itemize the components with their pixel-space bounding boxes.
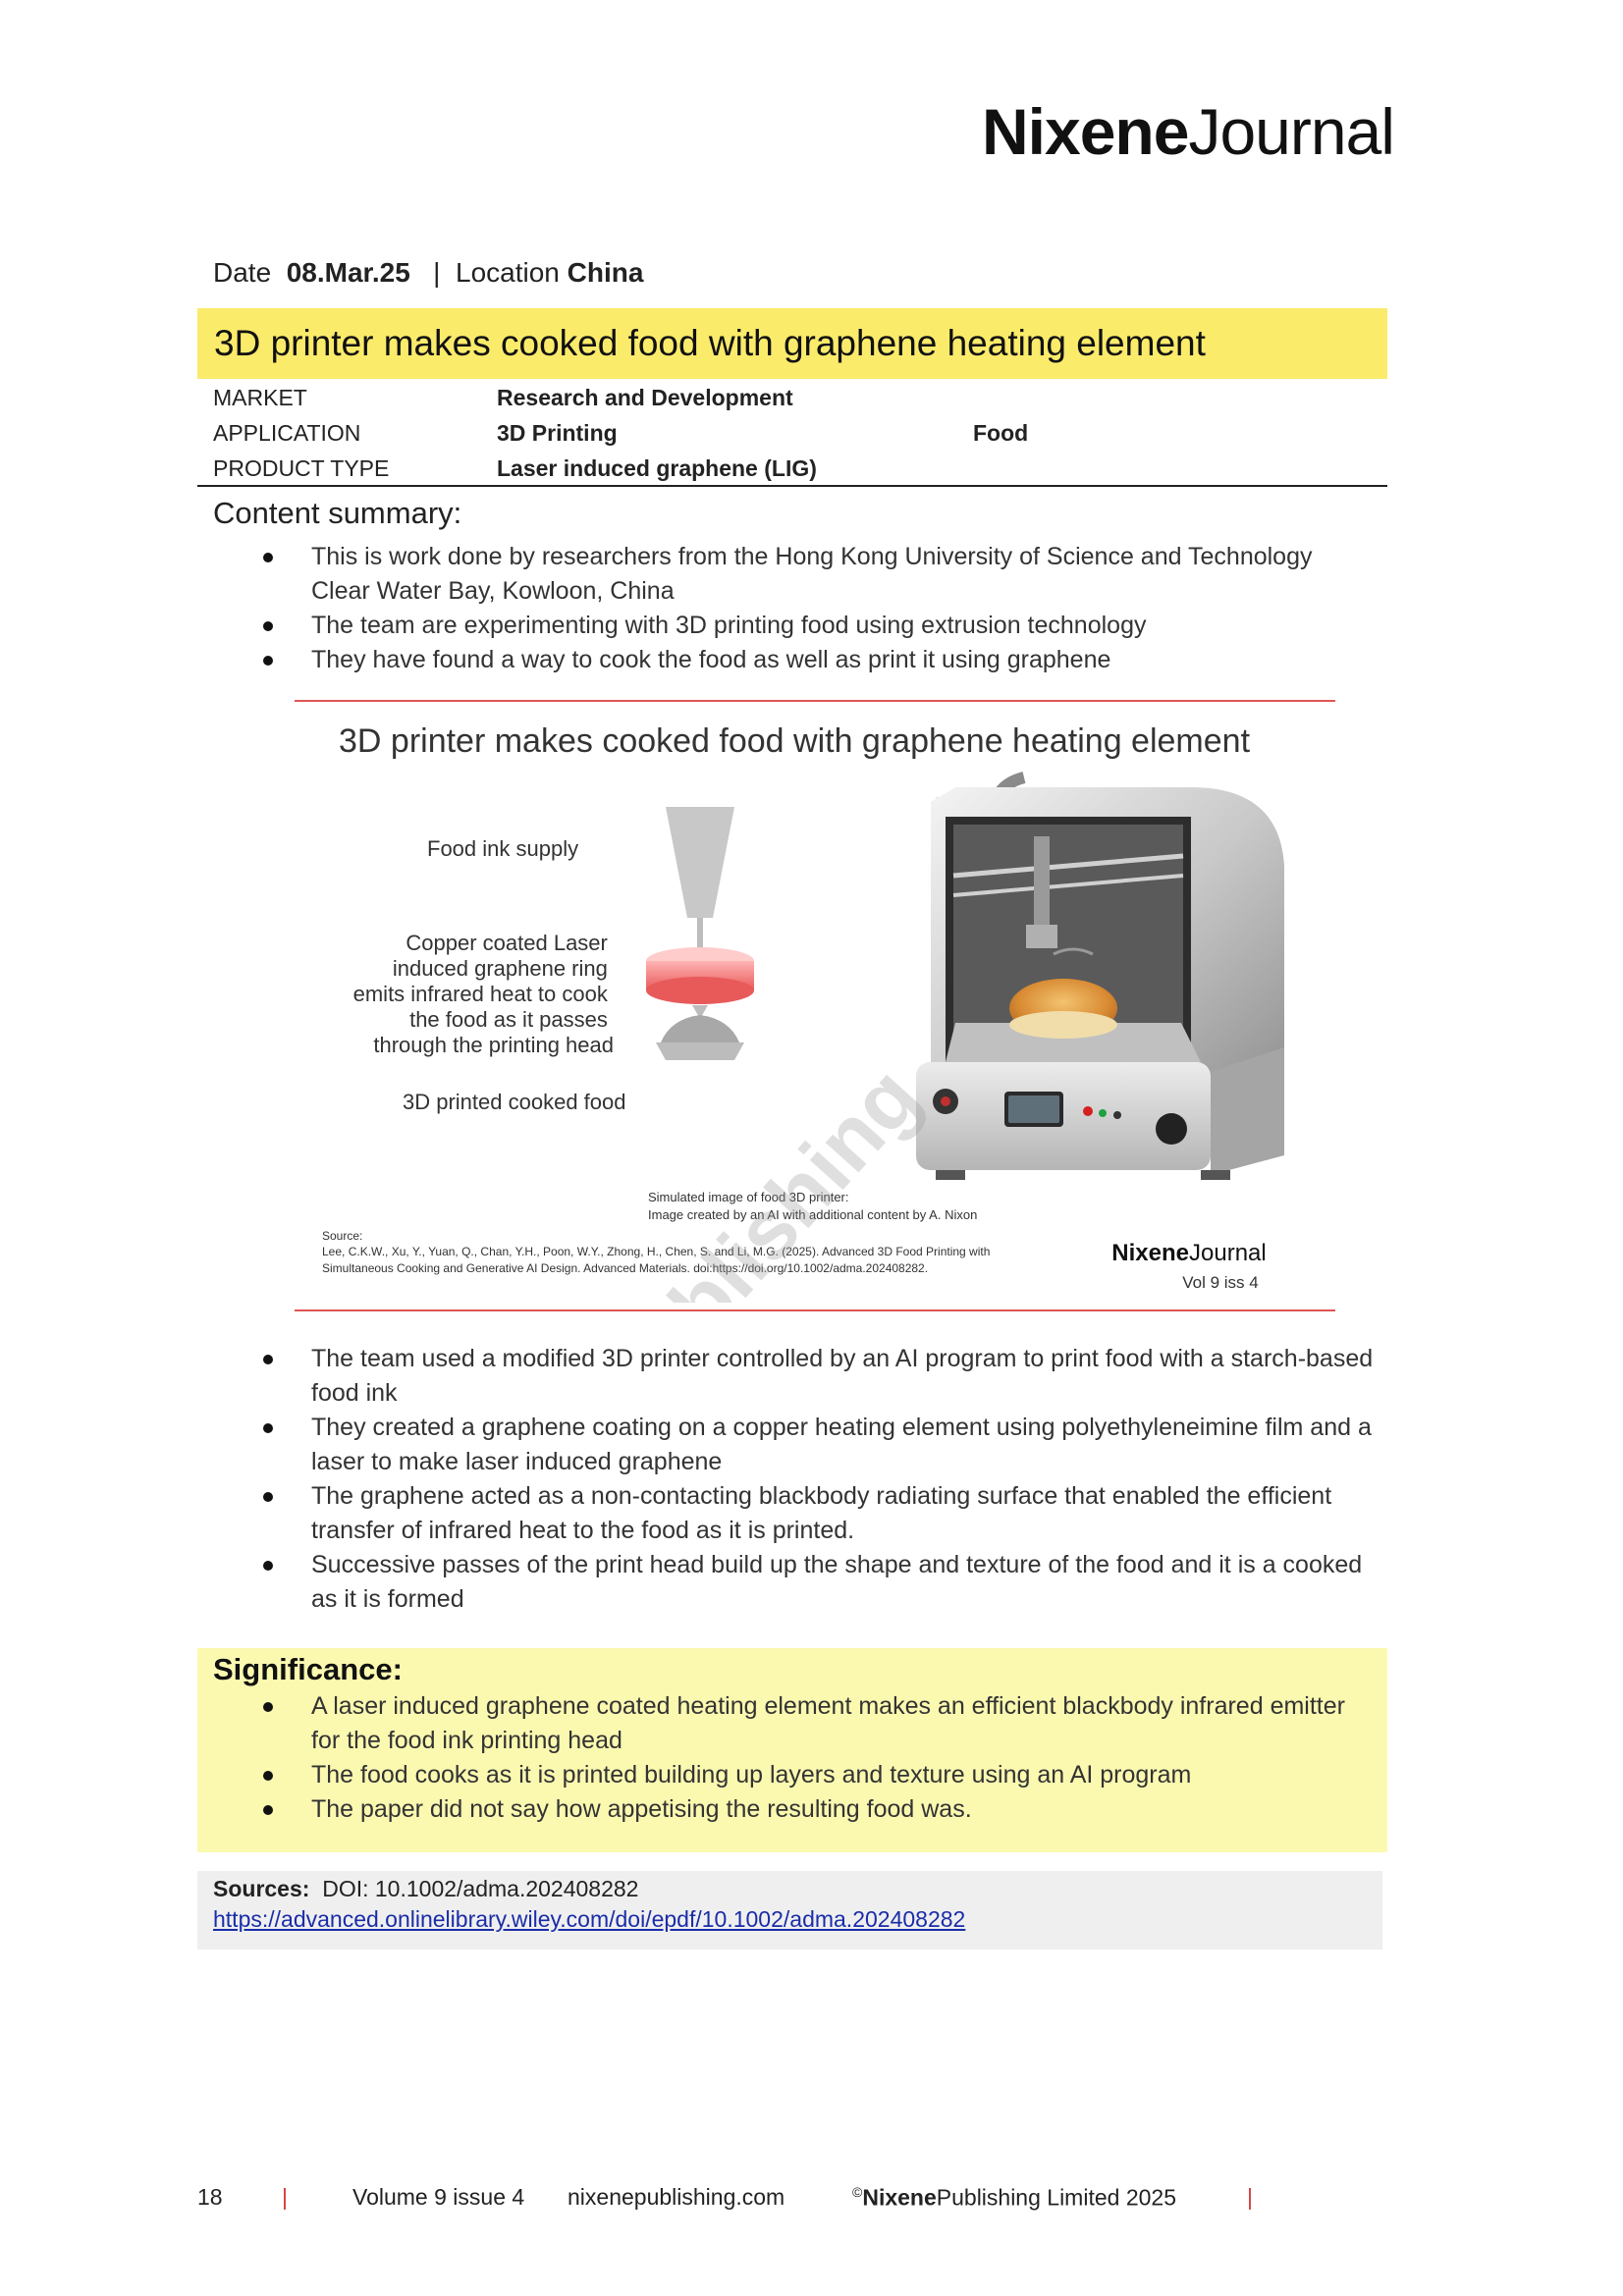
list-item: This is work done by researchers from the Hong Kong University of Science and Technology Clear Water Bay, Kowloon, China bbox=[213, 540, 1372, 609]
printhead-schematic bbox=[646, 807, 754, 1060]
figure-brand-regular: Journal bbox=[1189, 1240, 1267, 1266]
list-item: The paper did not say how appetising the resulting food was. bbox=[213, 1792, 1372, 1827]
journal-logo bbox=[982, 94, 1394, 169]
sources-doi: DOI: 10.1002/adma.202408282 bbox=[322, 1876, 639, 1901]
list-item: The food cooks as it is printed building up layers and texture using an AI program bbox=[213, 1758, 1372, 1792]
label-graphene-ring: Copper coated Laser induced graphene ring emits infrared heat to cook the food as it passes through the printing head bbox=[352, 931, 614, 1057]
market-label: MARKET bbox=[213, 385, 307, 410]
logo-regular: Journal bbox=[1188, 95, 1394, 168]
copyright-symbol: © bbox=[852, 2184, 863, 2200]
location-label: Location bbox=[456, 257, 560, 288]
list-item: They created a graphene coating on a copper heating element using polyethyleneimine film and a laser to make laser induced graphene bbox=[213, 1411, 1381, 1479]
figure-illustration bbox=[317, 709, 1360, 1303]
list-item: The graphene acted as a non-contacting blackbody radiating surface that enabled the efficient transfer of infrared heat to the food as it is printed. bbox=[213, 1479, 1381, 1548]
figure-source-label: Source: bbox=[322, 1229, 363, 1243]
logo-bold: Nixene bbox=[982, 95, 1189, 168]
list-item: They have found a way to cook the food as well as print it using graphene bbox=[213, 643, 1372, 677]
date-value: 08.Mar.25 bbox=[286, 257, 410, 288]
list-item: The team used a modified 3D printer controlled by an AI program to print food with a starch-based food ink bbox=[213, 1342, 1381, 1411]
date-label: Date bbox=[213, 257, 272, 288]
sources-link[interactable]: https://advanced.onlinelibrary.wiley.com/doi/epdf/10.1002/adma.202408282 bbox=[213, 1906, 966, 1932]
figure-volume: Vol 9 iss 4 bbox=[1182, 1273, 1259, 1292]
content-summary-heading: Content summary: bbox=[213, 496, 462, 530]
copyright-rest: Publishing Limited 2025 bbox=[936, 2184, 1176, 2211]
application-label: APPLICATION bbox=[213, 420, 361, 446]
label-printed-food: 3D printed cooked food bbox=[403, 1090, 626, 1114]
article-title-bar bbox=[197, 308, 1387, 379]
printer-image bbox=[916, 777, 1284, 1180]
copyright-bold: Nixene bbox=[862, 2184, 937, 2211]
figure-title: 3D printer makes cooked food with graphene heating element bbox=[339, 722, 1251, 760]
figure-caption-simulated: Simulated image of food 3D printer: Image created by an AI with additional content by A. Nixon bbox=[648, 1190, 978, 1222]
significance-list bbox=[213, 1689, 1372, 1827]
sources-doi-line bbox=[213, 1876, 638, 1902]
footer-volume: Volume 9 issue 4 bbox=[352, 2184, 525, 2210]
footer-copyright bbox=[852, 2184, 1176, 2212]
application-value-2: Food bbox=[973, 420, 1029, 446]
application-value: 3D Printing bbox=[497, 420, 618, 446]
footer-website: nixenepublishing.com bbox=[568, 2184, 785, 2210]
list-item: Successive passes of the print head build up the shape and texture of the food and it is a cooked as it is formed bbox=[213, 1548, 1381, 1617]
figure-bottom-rule bbox=[295, 1309, 1335, 1311]
dateline bbox=[213, 257, 643, 289]
article-title: 3D printer makes cooked food with graphene heating element bbox=[214, 323, 1206, 363]
summary-list bbox=[213, 540, 1372, 677]
dateline-separator: | bbox=[433, 257, 441, 288]
footer-separator-end: | bbox=[1247, 2184, 1253, 2210]
footer-page-number: 18 bbox=[197, 2184, 223, 2210]
details-list bbox=[213, 1342, 1381, 1617]
product-type-label: PRODUCT TYPE bbox=[213, 455, 390, 481]
product-type-value: Laser induced graphene (LIG) bbox=[497, 455, 817, 481]
footer-separator: | bbox=[282, 2184, 288, 2210]
list-item: A laser induced graphene coated heating element makes an efficient blackbody infrared emitter for the food ink printing head bbox=[213, 1689, 1372, 1758]
figure-brand-bold: Nixene bbox=[1111, 1240, 1189, 1266]
figure-source-text: Lee, C.K.W., Xu, Y., Yuan, Q., Chan, Y.H., Poon, W.Y., Zhong, H., Chen, S. and Li, M.G. (2025). Advanced 3D Food Printing with Simultaneous Cooking and Generative AI Design. Advanced Materials. doi:https://doi.org/10.1002/adma.202408282. bbox=[322, 1245, 991, 1275]
article-figure bbox=[317, 709, 1360, 1303]
sources-label: Sources: bbox=[213, 1876, 310, 1901]
list-item: The team are experimenting with 3D printing food using extrusion technology bbox=[213, 609, 1372, 643]
figure-top-rule bbox=[295, 700, 1335, 702]
location-value: China bbox=[567, 257, 644, 288]
meta-divider bbox=[197, 485, 1387, 487]
market-value: Research and Development bbox=[497, 385, 793, 410]
label-food-ink-supply: Food ink supply bbox=[427, 836, 579, 861]
significance-heading: Significance: bbox=[213, 1652, 403, 1686]
